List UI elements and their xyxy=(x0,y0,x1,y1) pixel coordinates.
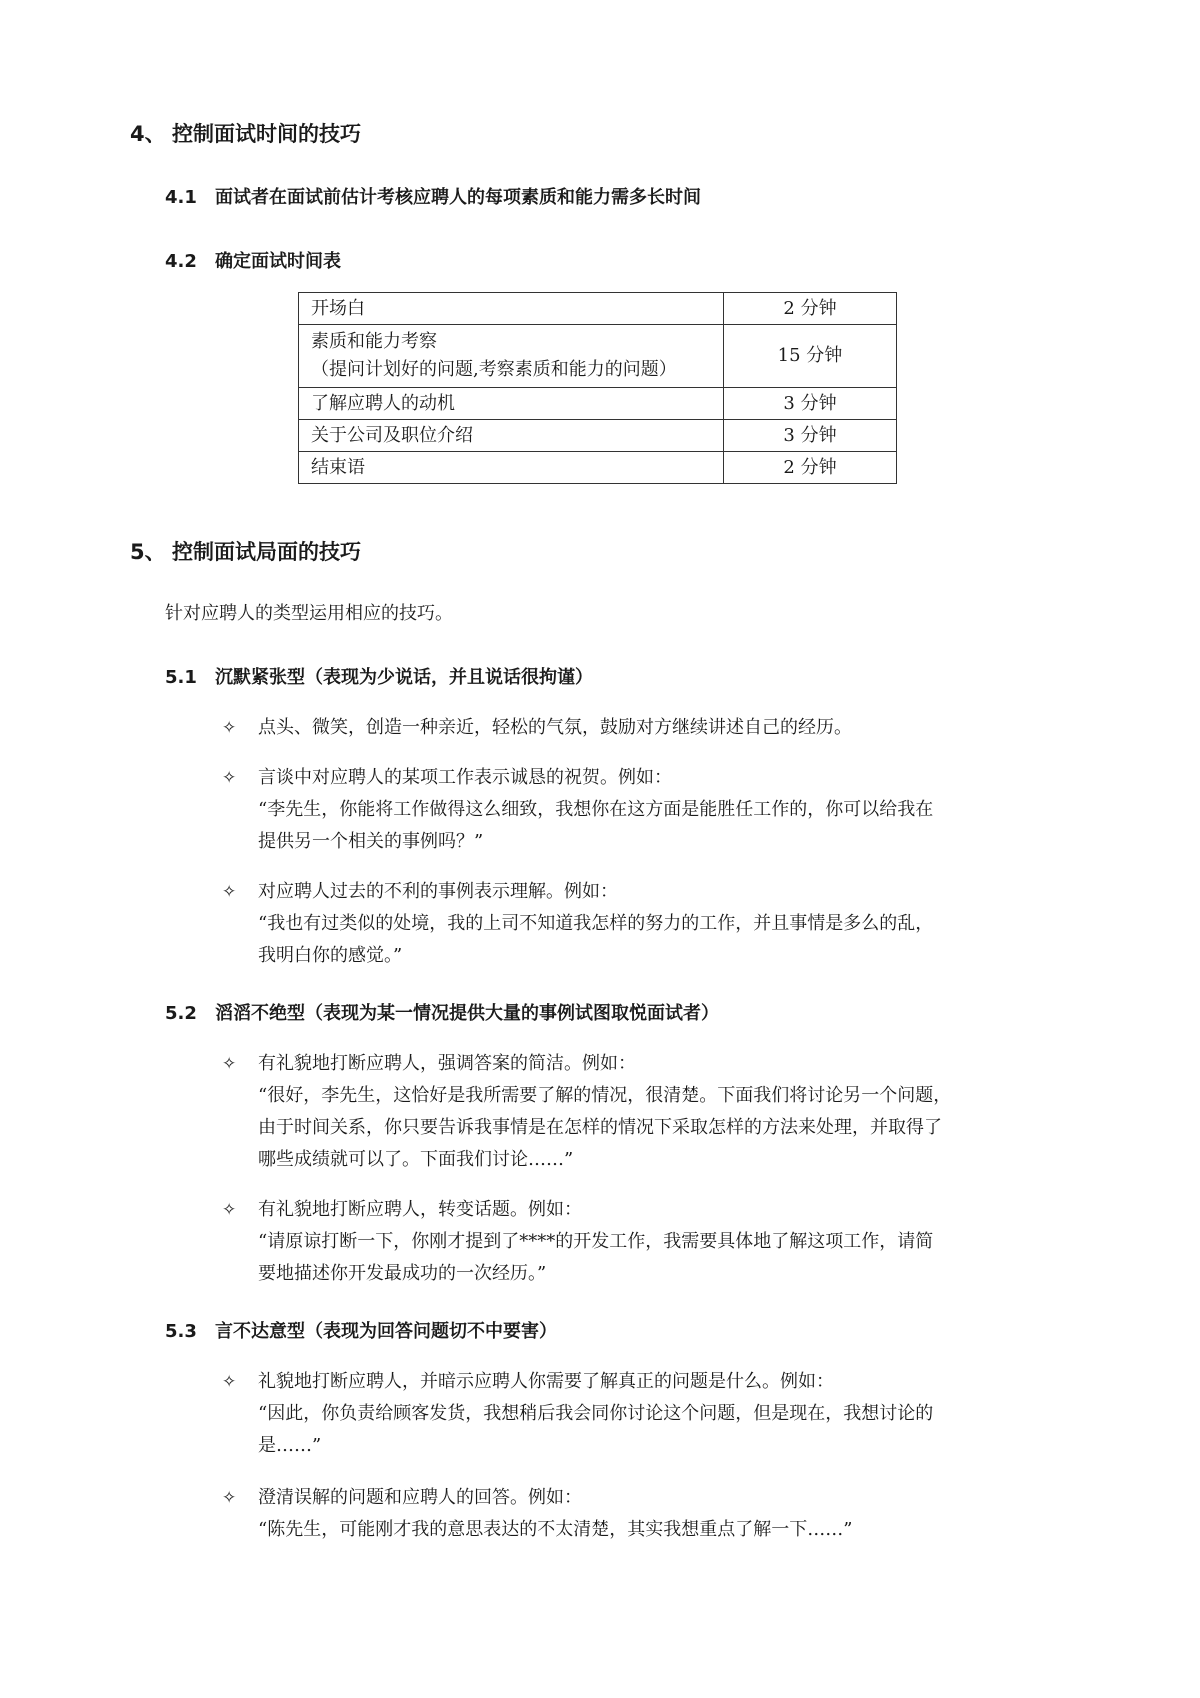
section-number: 5、 xyxy=(130,540,166,564)
subsection-4-1-heading xyxy=(165,186,701,210)
bullet-quote: “因此，你负责给顾客发货，我想稍后我会同你讨论这个问题，但是现在，我想讨论的 是……” xyxy=(258,1403,934,1456)
section-5-heading xyxy=(130,538,361,566)
diamond-bullet-icon: ✧ xyxy=(222,768,237,788)
table-cell-time: 3 分钟 xyxy=(724,420,897,452)
section-number: 4、 xyxy=(130,122,166,146)
bullet-text: 对应聘人过去的不利的事例表示理解。例如： xyxy=(258,881,618,902)
list-item xyxy=(222,1482,1082,1546)
bullet-text: 点头、微笑，创造一种亲近，轻松的气氛，鼓励对方继续讲述自己的经历。 xyxy=(258,717,852,738)
list-item xyxy=(222,1048,1082,1176)
section-5-intro: 针对应聘人的类型运用相应的技巧。 xyxy=(165,603,453,624)
subsection-number: 4.2 xyxy=(165,251,197,272)
table-cell-item xyxy=(299,325,724,388)
table-row xyxy=(299,388,897,420)
subsection-number: 5.2 xyxy=(165,1003,197,1024)
subsection-5-1-heading xyxy=(165,666,593,690)
subsection-number: 5.3 xyxy=(165,1321,197,1342)
subsection-title: 滔滔不绝型（表现为某一情况提供大量的事例试图取悦面试者） xyxy=(215,1003,719,1024)
bullet-text: 言谈中对应聘人的某项工作表示诚恳的祝贺。例如： xyxy=(258,767,672,788)
table-row xyxy=(299,293,897,325)
list-item xyxy=(222,712,1082,744)
subsection-4-2-heading xyxy=(165,250,341,274)
bullet-text: 礼貌地打断应聘人，并暗示应聘人你需要了解真正的问题是什么。例如： xyxy=(258,1371,834,1392)
diamond-bullet-icon: ✧ xyxy=(222,882,237,902)
subsection-title: 沉默紧张型（表现为少说话，并且说话很拘谨） xyxy=(215,667,593,688)
bullet-text: 澄清误解的问题和应聘人的回答。例如： xyxy=(258,1487,582,1508)
bullet-quote: “我也有过类似的处境，我的上司不知道我怎样的努力的工作，并且事情是多么的乱， 我明白你的感觉。” xyxy=(258,913,934,966)
table-cell-time: 15 分钟 xyxy=(724,325,897,388)
subsection-5-2-heading xyxy=(165,1002,719,1026)
table-row xyxy=(299,420,897,452)
section-title: 控制面试时间的技巧 xyxy=(172,122,361,146)
subsection-title: 面试者在面试前估计考核应聘人的每项素质和能力需多长时间 xyxy=(215,187,701,208)
subsection-5-3-heading xyxy=(165,1320,557,1344)
list-item xyxy=(222,1194,1082,1290)
bullet-quote: “李先生，你能将工作做得这么细致，我想你在这方面是能胜任工作的，你可以给我在 提供另一个相关的事例吗？” xyxy=(258,799,934,852)
diamond-bullet-icon: ✧ xyxy=(222,1054,237,1074)
diamond-bullet-icon: ✧ xyxy=(222,1372,237,1392)
subsection-title: 确定面试时间表 xyxy=(215,251,341,272)
table-cell-item-line1: 素质和能力考察 xyxy=(311,331,437,352)
section-4-heading xyxy=(130,120,361,148)
diamond-bullet-icon: ✧ xyxy=(222,1200,237,1220)
table-cell-item: 关于公司及职位介绍 xyxy=(299,420,724,452)
bullet-text: 有礼貌地打断应聘人，强调答案的简洁。例如： xyxy=(258,1053,636,1074)
interview-schedule-table xyxy=(298,292,897,484)
table-cell-time: 2 分钟 xyxy=(724,452,897,484)
subsection-number: 5.1 xyxy=(165,667,197,688)
table-cell-time: 3 分钟 xyxy=(724,388,897,420)
diamond-bullet-icon: ✧ xyxy=(222,718,237,738)
table-cell-time: 2 分钟 xyxy=(724,293,897,325)
section-title: 控制面试局面的技巧 xyxy=(172,540,361,564)
table-row xyxy=(299,452,897,484)
bullet-quote: “很好，李先生，这恰好是我所需要了解的情况，很清楚。下面我们将讨论另一个问题， 由于时间关系，你只要告诉我事情是在怎样的情况下采取怎样的方法来处理，并取得了 哪些成绩就可以了。下面我们讨论……” xyxy=(258,1085,952,1170)
table-cell-item-line2: （提问计划好的问题,考察素质和能力的问题） xyxy=(311,359,677,380)
list-item xyxy=(222,876,1082,972)
table-cell-item: 开场白 xyxy=(299,293,724,325)
table-cell-item: 结束语 xyxy=(299,452,724,484)
table-cell-item: 了解应聘人的动机 xyxy=(299,388,724,420)
diamond-bullet-icon: ✧ xyxy=(222,1488,237,1508)
list-item xyxy=(222,762,1082,858)
bullet-text: 有礼貌地打断应聘人，转变话题。例如： xyxy=(258,1199,582,1220)
list-item xyxy=(222,1366,1082,1462)
subsection-title: 言不达意型（表现为回答问题切不中要害） xyxy=(215,1321,557,1342)
subsection-number: 4.1 xyxy=(165,187,197,208)
table-row xyxy=(299,325,897,388)
bullet-quote: “陈先生，可能刚才我的意思表达的不太清楚，其实我想重点了解一下……” xyxy=(258,1519,853,1540)
bullet-quote: “请原谅打断一下，你刚才提到了****的开发工作，我需要具体地了解这项工作，请简 要地描述你开发最成功的一次经历。” xyxy=(258,1231,934,1284)
